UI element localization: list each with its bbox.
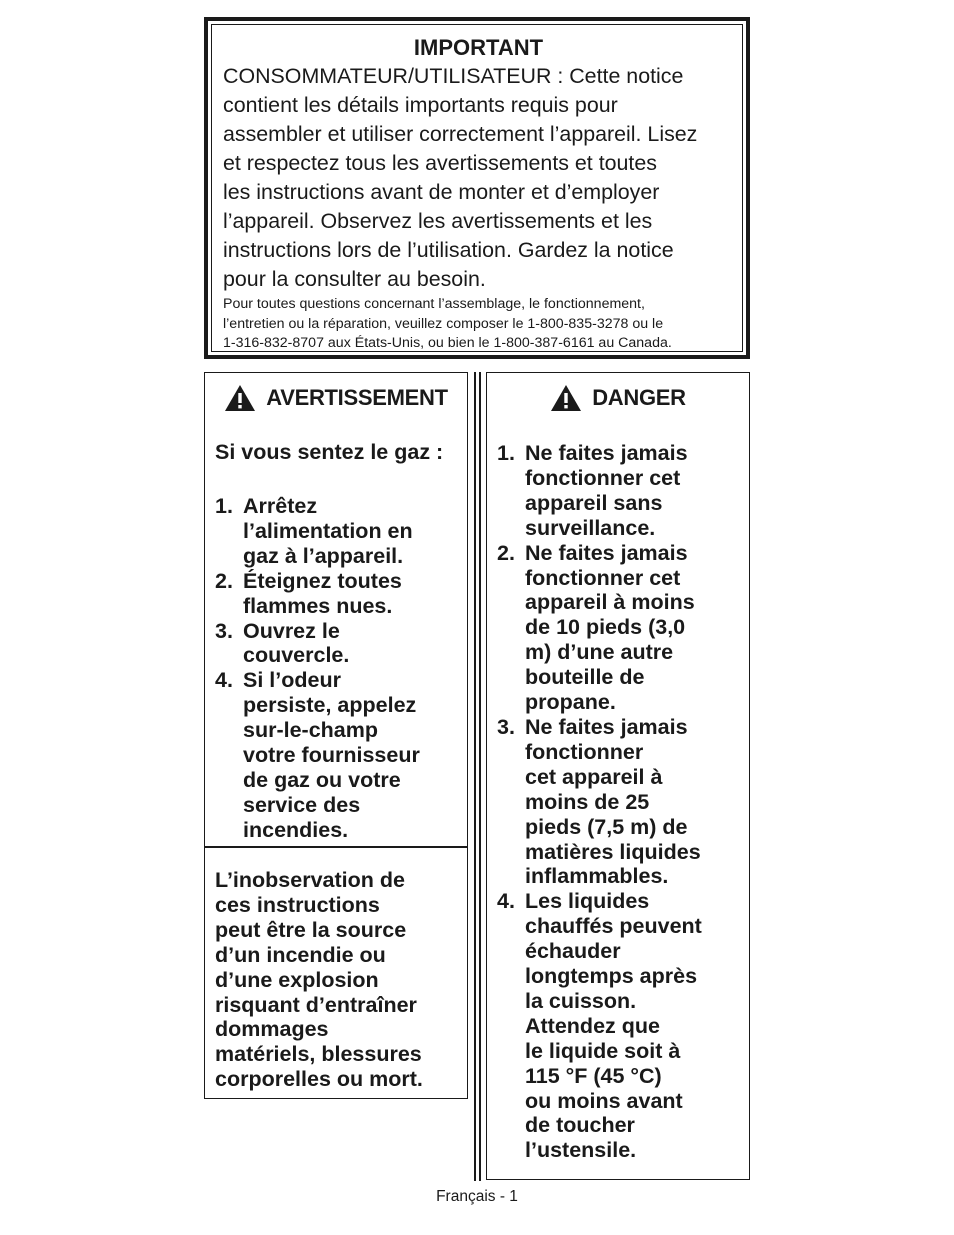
important-body [223, 62, 734, 294]
step-number: 2. [497, 540, 515, 565]
step-line: incendies. [243, 817, 349, 842]
list-item [215, 569, 420, 619]
step-line: appareil sans [525, 490, 663, 515]
important-body-line: CONSOMMATEUR/UTILISATEUR : Cette notice [223, 64, 684, 88]
important-body-line: et respectez tous les avertissements et toutes [223, 151, 657, 175]
page-number: Français - 1 [436, 1188, 518, 1205]
step-line: chauffés peuvent [525, 914, 702, 939]
column-divider [479, 372, 481, 1181]
consequence-box [204, 846, 468, 1099]
list-item [497, 715, 702, 889]
step-line: surveillance. [525, 515, 656, 540]
contact-line: Pour toutes questions concernant l’assemblage, le fonctionnement, [223, 296, 645, 312]
step-line: de gaz ou votre [243, 767, 401, 792]
important-body-line: instructions lors de l’utilisation. Gardez la notice [223, 238, 674, 262]
contact-line: 1-316-832-8707 aux États-Unis, ou bien le 1-800-387-6161 au Canada. [223, 335, 672, 352]
step-line: matières liquides [525, 839, 701, 864]
consequence-line: d’une explosion [215, 967, 379, 992]
step-line: cet appareil à [525, 764, 663, 789]
step-line: Si l’odeur [243, 668, 341, 693]
step-line: l’alimentation en [243, 518, 413, 543]
consequence-line: ces instructions [215, 892, 380, 917]
step-line: inflammables. [525, 864, 669, 889]
list-item [215, 668, 420, 842]
step-number: 3. [215, 618, 233, 643]
step-line: gaz à l’appareil. [243, 543, 404, 568]
important-body-line: assembler et utiliser correctement l’appareil. Lisez [223, 122, 698, 146]
step-number: 1. [215, 494, 233, 518]
step-number: 4. [215, 668, 233, 693]
step-line: propane. [525, 690, 616, 715]
step-line: Les liquides [525, 889, 650, 914]
step-number: 1. [497, 441, 515, 465]
danger-steps [497, 441, 702, 1163]
step-number: 4. [497, 889, 515, 914]
list-item [215, 494, 420, 569]
consequence-line: corporelles ou mort. [215, 1067, 423, 1092]
important-body-line: les instructions avant de monter et d’employer [223, 180, 660, 204]
column-divider [474, 372, 476, 1181]
consequence-line: peut être la source [215, 917, 407, 942]
important-notice-inner [211, 24, 743, 352]
step-line: Attendez que [525, 1013, 660, 1038]
step-line: sur-le-champ [243, 718, 379, 743]
list-item [215, 619, 420, 669]
important-body-line: pour la consulter au besoin. [223, 267, 486, 291]
step-line: ou moins avant [525, 1088, 683, 1113]
important-title: IMPORTANT [413, 35, 544, 60]
consequence-line: d’un incendie ou [215, 942, 386, 967]
consequence-line: matériels, blessures [215, 1042, 422, 1067]
step-line: service des [243, 792, 361, 817]
consequence-text [215, 868, 423, 1092]
step-number: 3. [497, 714, 515, 739]
important-body-line: l’appareil. Observez les avertissements et les [223, 209, 653, 233]
step-line: m) d’une autre [525, 640, 674, 665]
step-line: le liquide soit à [525, 1038, 681, 1063]
step-line: la cuisson. [525, 988, 637, 1013]
list-item [497, 541, 702, 715]
step-line: Ne faites jamais [525, 441, 688, 465]
step-number: 2. [215, 568, 233, 593]
list-item [497, 441, 702, 541]
step-line: l’ustensile. [525, 1138, 637, 1163]
contact-line: l’entretien ou la réparation, veuillez composer le 1-800-835-3278 ou le [223, 315, 664, 332]
consequence-line: dommages [215, 1017, 329, 1042]
step-line: Ne faites jamais [525, 714, 688, 739]
step-line: échauder [525, 939, 621, 964]
step-line: Ouvrez le [243, 618, 340, 643]
step-line: de toucher [525, 1113, 635, 1138]
step-line: appareil à moins [525, 590, 695, 615]
step-line: pieds (7,5 m) de [525, 814, 688, 839]
danger-box [486, 372, 750, 1180]
step-line: longtemps après [525, 964, 698, 989]
step-line: 115 °F (45 °C) [525, 1063, 662, 1088]
step-line: fonctionner cet [525, 465, 681, 490]
warning-title: AVERTISSEMENT [266, 385, 448, 410]
step-line: Arrêtez [243, 494, 318, 518]
contact-info [223, 295, 734, 354]
warning-steps [215, 494, 420, 843]
important-body-line: contient les détails importants requis pour [223, 93, 618, 117]
step-line: couvercle. [243, 643, 350, 668]
list-item [497, 889, 702, 1163]
step-line: fonctionner [525, 739, 644, 764]
warning-triangle-icon [550, 384, 582, 412]
step-line: persiste, appelez [243, 693, 417, 718]
step-line: Ne faites jamais [525, 540, 688, 565]
step-line: Éteignez toutes [243, 568, 402, 593]
step-line: votre fournisseur [243, 743, 420, 768]
consequence-line: L’inobservation de [215, 868, 405, 892]
warning-header [205, 384, 467, 412]
step-line: flammes nues. [243, 593, 393, 618]
step-line: moins de 25 [525, 789, 650, 814]
step-line: fonctionner cet [525, 565, 681, 590]
warning-intro: Si vous sentez le gaz : [215, 440, 444, 464]
warning-triangle-icon [224, 384, 256, 412]
step-line: de 10 pieds (3,0 [525, 615, 686, 640]
warning-box [204, 372, 468, 848]
danger-header [487, 384, 749, 412]
important-notice-box [204, 17, 750, 359]
danger-title: DANGER [592, 385, 686, 410]
consequence-line: risquant d’entraîner [215, 992, 417, 1017]
step-line: bouteille de [525, 665, 645, 690]
